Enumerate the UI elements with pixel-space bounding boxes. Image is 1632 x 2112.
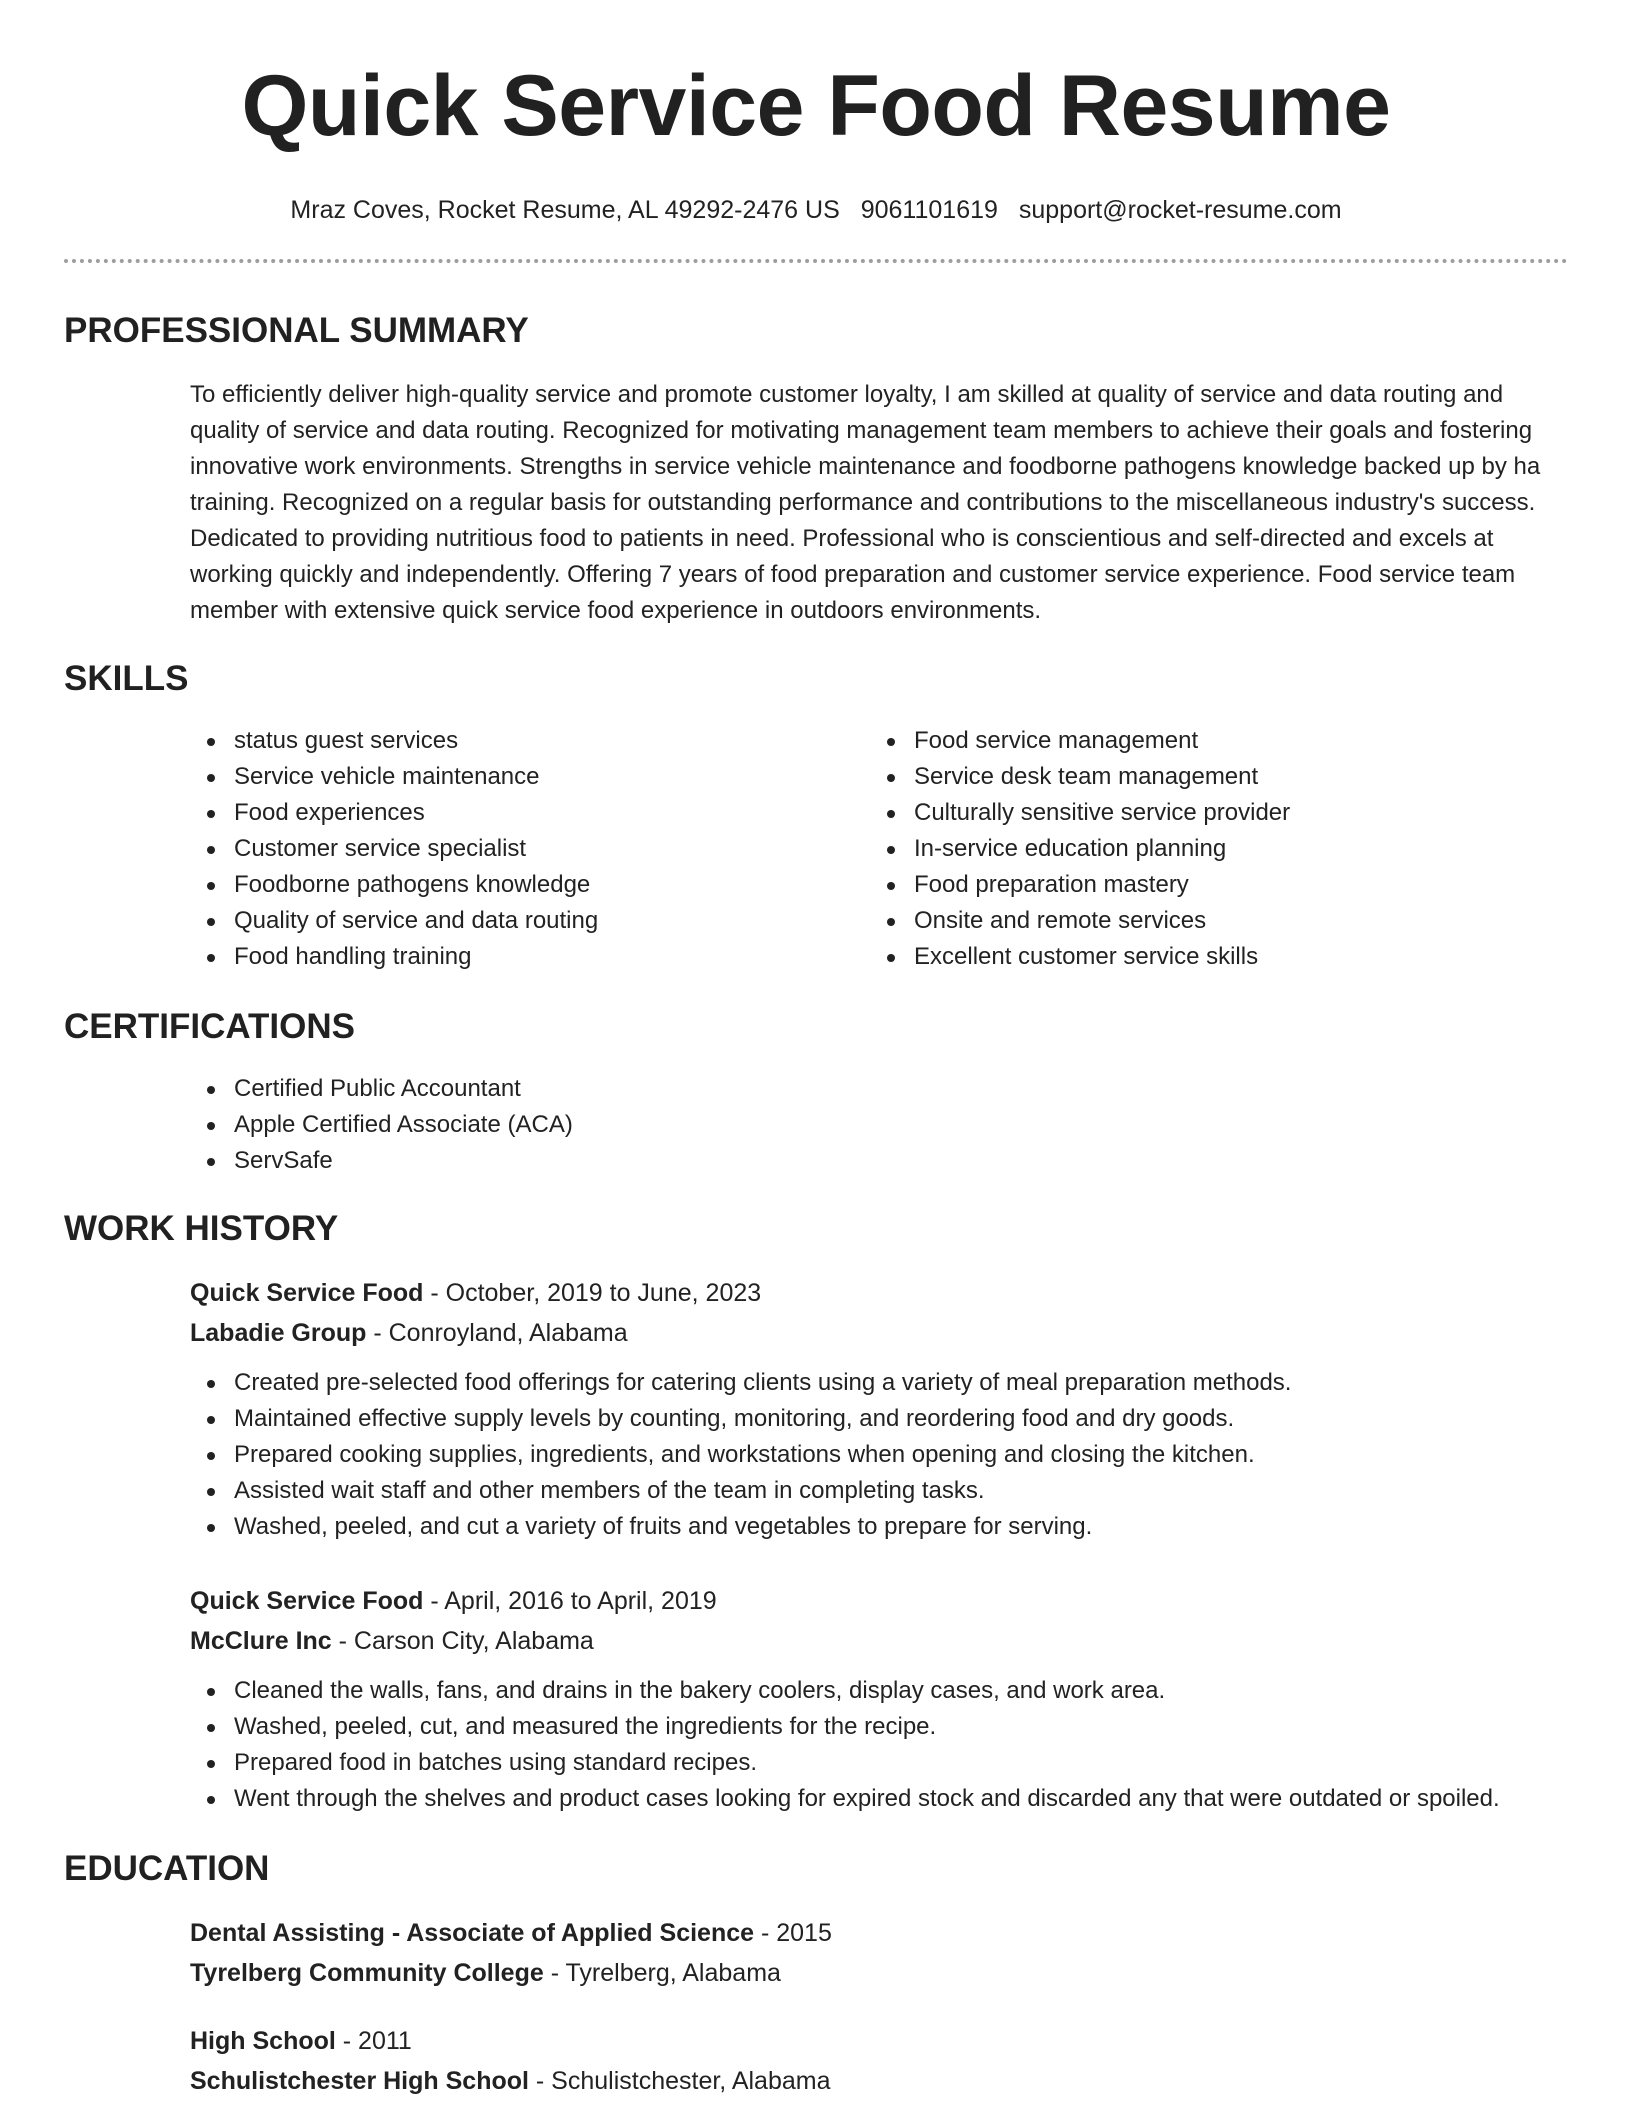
- job-company: Labadie Group: [190, 1319, 367, 1347]
- skill-item: Culturally sensitive service provider: [870, 795, 1550, 831]
- job-duty: Went through the shelves and product cases looking for expired stock and discarded any that were outdated or spoiled.: [190, 1781, 1568, 1817]
- education-school-line: [190, 1953, 1568, 1993]
- job-company-line: [190, 1313, 1568, 1353]
- skill-item: Excellent customer service skills: [870, 939, 1550, 975]
- certification-item: Certified Public Accountant: [190, 1071, 1568, 1107]
- contact-email: support@rocket-resume.com: [1018, 196, 1342, 224]
- work-history-heading: WORK HISTORY: [64, 1209, 339, 1248]
- certification-item: ServSafe: [190, 1143, 1568, 1179]
- summary-text: To efficiently deliver high-quality service and promote customer loyalty, I am skilled at quality of service and data routing and quality of service and data routing. Recognized for motivating management team members to achieve their goals and fostering innovative work environments. Strengths in service vehicle maintenance and foodborne pathogens knowledge backed up by ha training. Recognized on a regular basis for outstanding performance and contributions to the miscellaneous industry's success. Dedicated to providing nutritious food to patients in need. Professional who is conscientious and self-directed and excels at working quickly and independently. Offering 7 years of food preparation and customer service experience. Food service team member with extensive quick service food experience in outdoors environments.: [190, 381, 1541, 624]
- skill-item: In-service education planning: [870, 831, 1550, 867]
- job-role-line: [190, 1273, 1568, 1313]
- skill-item: Food handling training: [190, 939, 870, 975]
- contact-phone: 9061101619: [860, 196, 998, 224]
- job-duty: Maintained effective supply levels by counting, monitoring, and reordering food and dry goods.: [190, 1401, 1568, 1437]
- skill-item: Foodborne pathogens knowledge: [190, 867, 870, 903]
- education-year: - 2011: [335, 2027, 412, 2055]
- education-degree: High School: [190, 2027, 336, 2055]
- job-duty: Cleaned the walls, fans, and drains in the bakery coolers, display cases, and work area.: [190, 1673, 1568, 1709]
- education-location: - Tyrelberg, Alabama: [543, 1959, 781, 1987]
- job-entry: [190, 1581, 1568, 1817]
- job-role: Quick Service Food: [190, 1279, 424, 1307]
- header-divider: [64, 259, 1568, 263]
- skill-item: Food experiences: [190, 795, 870, 831]
- job-company: McClure Inc: [190, 1627, 332, 1655]
- job-duty: Prepared cooking supplies, ingredients, and workstations when opening and closing the kitchen.: [190, 1437, 1568, 1473]
- contact-info: [64, 194, 1568, 226]
- job-duty: Prepared food in batches using standard recipes.: [190, 1745, 1568, 1781]
- certifications-heading: CERTIFICATIONS: [64, 1007, 356, 1046]
- education-location: - Schulistchester, Alabama: [528, 2067, 831, 2095]
- job-entry: [190, 1273, 1568, 1545]
- education-school-line: [190, 2061, 1568, 2101]
- job-duty: Created pre-selected food offerings for catering clients using a variety of meal preparation methods.: [190, 1365, 1568, 1401]
- job-duties: [190, 1673, 1568, 1817]
- job-dates: - October, 2019 to June, 2023: [423, 1279, 762, 1307]
- job-company-line: [190, 1621, 1568, 1661]
- education-degree-line: [190, 1913, 1568, 1953]
- skills-column-right: [870, 723, 1550, 975]
- job-role: Quick Service Food: [190, 1587, 424, 1615]
- skills-column-left: [190, 723, 870, 975]
- contact-address: Mraz Coves, Rocket Resume, AL 49292-2476 US: [290, 196, 840, 224]
- resume-title: Quick Service Food Resume: [241, 58, 1391, 154]
- skill-item: status guest services: [190, 723, 870, 759]
- skill-item: Service desk team management: [870, 759, 1550, 795]
- skill-item: Food preparation mastery: [870, 867, 1550, 903]
- job-location: - Carson City, Alabama: [331, 1627, 594, 1655]
- job-duty: Washed, peeled, and cut a variety of fruits and vegetables to prepare for serving.: [190, 1509, 1568, 1545]
- skill-item: Customer service specialist: [190, 831, 870, 867]
- skill-item: Service vehicle maintenance: [190, 759, 870, 795]
- education-school: Tyrelberg Community College: [190, 1959, 544, 1987]
- job-duty: Washed, peeled, cut, and measured the ingredients for the recipe.: [190, 1709, 1568, 1745]
- education-entry: [190, 2021, 1568, 2101]
- education-school: Schulistchester High School: [190, 2067, 529, 2095]
- skills-heading: SKILLS: [64, 659, 189, 698]
- education-entry: [190, 1913, 1568, 1993]
- education-degree: Dental Assisting - Associate of Applied Science: [190, 1919, 755, 1947]
- skill-item: Onsite and remote services: [870, 903, 1550, 939]
- certification-item: Apple Certified Associate (ACA): [190, 1107, 1568, 1143]
- skills-list: [190, 723, 1568, 975]
- education-degree-line: [190, 2021, 1568, 2061]
- job-role-line: [190, 1581, 1568, 1621]
- skill-item: Quality of service and data routing: [190, 903, 870, 939]
- summary-heading: PROFESSIONAL SUMMARY: [64, 311, 529, 350]
- certifications-list: [190, 1071, 1568, 1179]
- job-location: - Conroyland, Alabama: [366, 1319, 628, 1347]
- education-heading: EDUCATION: [64, 1849, 270, 1888]
- skill-item: Food service management: [870, 723, 1550, 759]
- job-dates: - April, 2016 to April, 2019: [423, 1587, 717, 1615]
- education-year: - 2015: [754, 1919, 832, 1947]
- job-duties: [190, 1365, 1568, 1545]
- job-duty: Assisted wait staff and other members of the team in completing tasks.: [190, 1473, 1568, 1509]
